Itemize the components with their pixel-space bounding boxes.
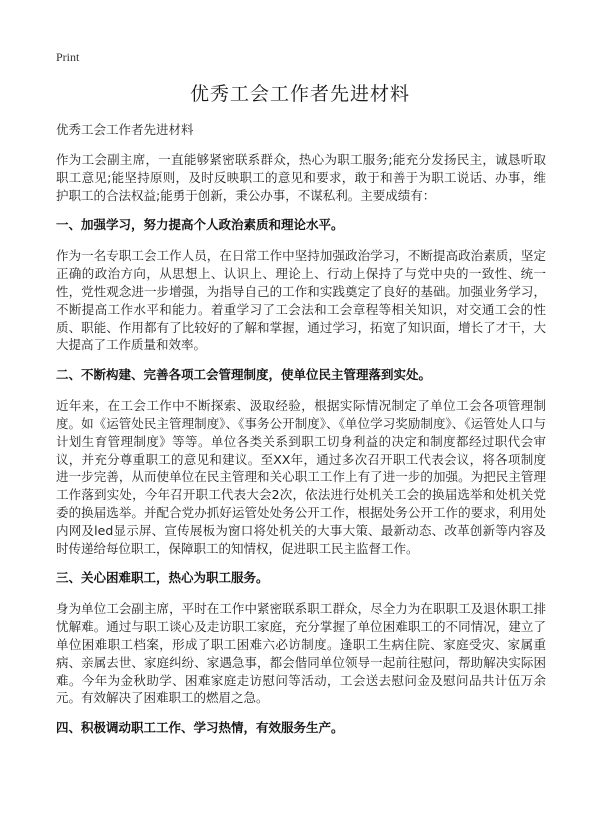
section-1-body: 作为一名专职工会工作人员，在日常工作中坚持加强政治学习，不断提高政治素质，坚定正确的政治方向，从思想上、认识上、理论上、行动上保持了与党中央的一致性、统一性，党性观念进一步增强，为指导自己的工作和实践奠定了良好的基础。加强业务学习，不断提高工作水平和能力。着重学习了工会法和工会章程等相关知识，对交通工会的性质、职能、作用都有了比较好的了解和掌握，通过学习，拓宽了知识面，增长了才干，大大提高了工作质量和效率。: [56, 248, 546, 353]
section-3-body: 身为单位工会副主席，平时在工作中紧密联系职工群众，尽全力为在职职工及退休职工排忧解难。通过与职工谈心及走访职工家庭，充分掌握了单位困难职工的不同情况，建立了单位困难职工档案，形成了职工困难六必访制度。逢职工生病住院、家庭受灾、家属重病、亲属去世、家庭纠纷、家遇急事，都会偕同单位领导一起前往慰问，帮助解决实际困难。今年为金秋助学、困难家庭走访慰问等活动，工会送去慰问金及慰问品共计伍万余元。有效解决了困难职工的燃眉之急。: [56, 601, 546, 706]
section-1-heading: 一、加强学习，努力提高个人政治素质和理论水平。: [56, 217, 344, 233]
section-2-body: 近年来，在工会工作中不断探索、汲取经验，根据实际情况制定了单位工会各项管理制度。如《运管处民主管理制度》、《事务公开制度》、《单位学习奖励制度》、《运管处人口与计划生育管理制度》等等。单位各类关系到职工切身利益的决定和制度都经过职代会审议，并充分尊重职工的意见和建议。至XX年，通过多次召开职工代表会议，将各项制度进一步完善，从而使单位在民主管理和关心职工工作上有了进一步的加强。为把民主管理工作落到实处，今年召开职工代表大会2次，依法进行处机关工会的换届选举和处机关党委的换届选举。并配合党办抓好运管处处务公开工作，根据处务公开工作的要求，利用处内网及led显示屏、宣传展板为窗口将处机关的大事大策、最新动态、改革创新等内容及时传递给每位职工，保障职工的知情权，促进职工民主监督工作。: [56, 398, 546, 556]
document-subtitle: 优秀工会工作者先进材料: [56, 122, 194, 137]
section-2-heading: 二、不断构建、完善各项工会管理制度，使单位民主管理落到实处。: [56, 367, 432, 383]
section-3-heading: 三、关心困难职工，热心为职工服务。: [56, 570, 269, 586]
section-4-heading: 四、积极调动职工工作、学习热情，有效服务生产。: [56, 720, 344, 736]
print-link[interactable]: Print: [56, 50, 80, 64]
document-title: 优秀工会工作者先进材料: [189, 83, 410, 105]
document-body: [56, 121, 546, 750]
intro-paragraph: 作为工会副主席，一直能够紧密联系群众，热心为职工服务;能充分发扬民主，诚恳听取职工意见;能坚持原则，及时反映职工的意见和要求，敢于和善于为职工说话、办事，维护职工的合法权益;能勇于创新，秉公办事，不谋私利。主要成绩有：: [56, 152, 546, 203]
